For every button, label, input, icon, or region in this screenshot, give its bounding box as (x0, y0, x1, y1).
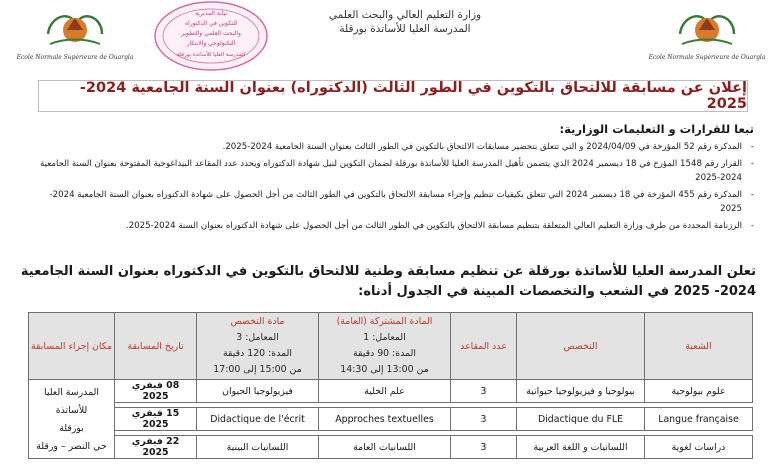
decision-item: - القرار رقم 1548 المؤرخ في 18 ديسمبر 2024 الذي يتضمن تأهيل المدرسة العليا للأساتذة بورقلة لضمان التكوين لنيل شهادة الدكتوراه ويحدد عدد المقاعد البيداغوجية المفتوحة بعنوان السنة الجامعية 2024-2025 (34, 157, 754, 186)
cell-common: اللسانيات العامة (319, 436, 451, 459)
common-subject-time: من 13:00 إلى 14:30 (340, 364, 429, 375)
ministry-name: وزارة التعليم العالي والبحث العلمي (328, 9, 482, 21)
cell-specialty: اللسانيات و اللغة العربية (517, 436, 645, 459)
cell-date: 22 فيفري 2025 (115, 436, 197, 459)
decisions-list (34, 140, 754, 235)
cell-venue (29, 380, 115, 459)
cell-spec: فيزيولوجيا الحيوان (197, 380, 319, 403)
announcement-title: إعلان عن مسابقة للالتحاق بالتكوين في الطور الثالث (الدكتوراه) بعنوان السنة الجامعية 2024- 2025 (38, 80, 748, 112)
header-spec-subject (197, 313, 319, 380)
header-common-subject (319, 313, 451, 380)
table-header-row (29, 313, 753, 380)
contest-table (28, 312, 753, 459)
cell-date: 15 فيفري 2025 (115, 408, 197, 431)
stamp-line: التكنولوجي والابتكار (186, 40, 236, 47)
cell-branch: دراسات لغوية (645, 436, 753, 459)
venue-line: بورقلة (59, 423, 84, 434)
cell-seats: 3 (451, 436, 517, 459)
table-row (29, 436, 753, 459)
logo-text-right: Ecole Normale Supérieure de Ouargla (648, 54, 766, 61)
common-subject-coef: المعامل: 1 (363, 332, 406, 343)
decision-item: - الرزنامة المحددة من طرف وزارة التعليم العالي المتعلقة بتنظيم مسابقة الالتحاق بالتكوين في الطور الثالث من أجل الحصول على شهادة الدكتوراه بعنوان السنة 2024-2025. (34, 219, 754, 234)
cell-specialty: Didactique du FLE (517, 408, 645, 431)
stamp-line: للتكوين في الدكتوراه (184, 20, 238, 27)
announcement-paragraph: تعلن المدرسة العليا للأساتذة بورقلة عن تنظيم مسابقة وطنية للالتحاق بالتكوين في الدكتوراه بعنوان السنة الجامعية 2024- 2025 في الشعب والتخصصات المبينة في الجدول أدناه: (20, 264, 756, 299)
cell-seats: 3 (451, 408, 517, 431)
official-stamp (152, 0, 270, 72)
decision-item: - المذكرة رقم 455 المؤرخة في 18 ديسمبر 2024 التي تتعلق بكيفيات تنظيم وإجراء مسابقة الالتحاق بالتكوين في الطور الثالث من أجل الحصول على شهادة الدكتوراه بعنوان السنة الجامعية 2024-2025 (34, 188, 754, 217)
table-row (29, 380, 753, 403)
stamp-line: المدرسة العليا للأساتذة بورقلة (176, 52, 246, 58)
table-row (29, 408, 753, 431)
cell-common: علم الخلية (319, 380, 451, 403)
spec-subject-duration: المدة: 120 دقيقة (223, 348, 292, 359)
cell-spec: Didactique de l'écrit (197, 408, 319, 431)
decision-item: - المذكرة رقم 52 المؤرخة في 2024/04/09 و التي تتعلق بتحضير مسابقات الالتحاق بالتكوين في الطور الثالث بعنوان السنة الجامعية 2024-2025. (34, 140, 754, 155)
header-branch: الشعبة (645, 313, 753, 380)
cell-common: Approches textuelles (319, 408, 451, 431)
cell-seats: 3 (451, 380, 517, 403)
school-logo-left (16, 4, 134, 64)
cell-spec: اللسانيات البينية (197, 436, 319, 459)
spec-subject-title: مادة التخصص (230, 316, 285, 327)
school-logo-right (648, 4, 766, 64)
cell-branch: Langue française (645, 408, 753, 431)
header-date: تاريخ المسابقة (115, 313, 197, 380)
common-subject-duration: المدة: 90 دقيقة (352, 348, 417, 359)
stamp-line: نيابة المديرية (194, 10, 228, 17)
venue-line: المدرسة العليا للأساتذة (44, 387, 99, 416)
stamp-line: والبحث العلمي والتطوير (181, 30, 241, 37)
common-subject-title: المادة المشتركة (العامة) (336, 316, 433, 327)
spec-subject-coef: المعامل: 3 (236, 332, 279, 343)
decisions-heading: تبعا للقرارات و التعليمات الوزارية: (559, 122, 754, 136)
ministry-header (300, 8, 510, 36)
cell-date: 08 فيفري 2025 (115, 380, 197, 403)
logo-text-left: Ecole Normale Supérieure de Ouargla (16, 54, 134, 61)
venue-line: حي النصر – ورقلة (36, 441, 107, 452)
school-name: المدرسة العليا للأساتذة بورقلة (339, 23, 471, 35)
spec-subject-time: من 15:00 إلى 17:00 (213, 364, 302, 375)
header-specialty: التخصص (517, 313, 645, 380)
header-venue: مكان إجراء المسابقة (29, 313, 115, 380)
cell-specialty: بيولوجيا و فيزيولوجيا حيوانية (517, 380, 645, 403)
header-seats: عدد المقاعد (451, 313, 517, 380)
cell-branch: علوم بيولوجية (645, 380, 753, 403)
